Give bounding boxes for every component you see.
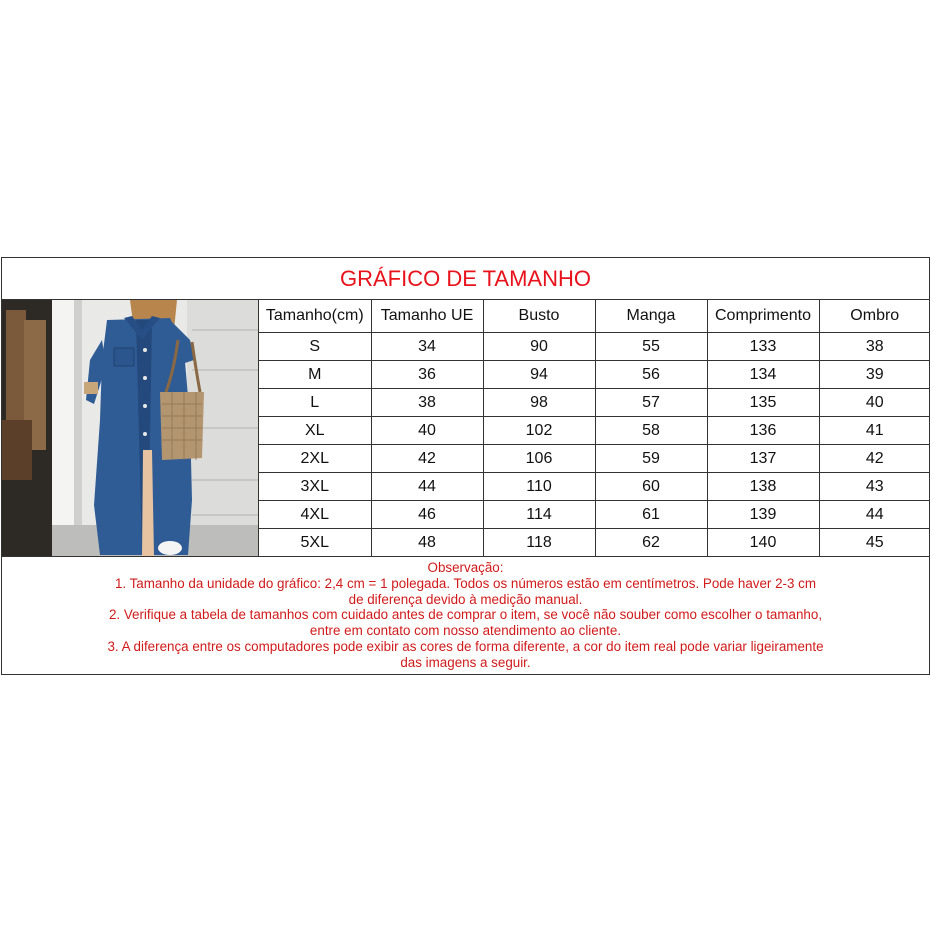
table-cell: 34 <box>371 333 483 361</box>
note-line: de diferença devido à medição manual. <box>348 591 583 607</box>
table-cell: 140 <box>707 529 819 557</box>
table-cell: XL <box>259 417 371 445</box>
column-header: Ombro <box>819 300 930 333</box>
table-cell: 46 <box>371 501 483 529</box>
table-row <box>259 473 930 501</box>
column-header: Tamanho UE <box>371 300 483 333</box>
product-photo <box>2 300 259 556</box>
table-cell: 58 <box>595 417 707 445</box>
table-cell: 106 <box>483 445 595 473</box>
table-cell: 4XL <box>259 501 371 529</box>
table-header-row <box>259 300 930 333</box>
note-line: 3. A diferença entre os computadores pode exibir as cores de forma diferente, a cor do item real pode variar ligeiramente <box>107 638 824 654</box>
note-line: 2. Verifique a tabela de tamanhos com cuidado antes de comprar o item, se você não souber como escolher o tamanho, <box>108 607 823 623</box>
table-cell: 110 <box>483 473 595 501</box>
table-cell: 59 <box>595 445 707 473</box>
table-row <box>259 445 930 473</box>
table-cell: 2XL <box>259 445 371 473</box>
table-cell: 42 <box>819 445 930 473</box>
table-cell: 133 <box>707 333 819 361</box>
table-cell: 136 <box>707 417 819 445</box>
chart-title: GRÁFICO DE TAMANHO <box>2 258 929 300</box>
notes-section <box>2 556 929 674</box>
table-cell: S <box>259 333 371 361</box>
table-row <box>259 333 930 361</box>
table-cell: 102 <box>483 417 595 445</box>
table-row <box>259 501 930 529</box>
table-row <box>259 361 930 389</box>
table-cell: 38 <box>371 389 483 417</box>
table-cell: 60 <box>595 473 707 501</box>
table-row <box>259 417 930 445</box>
table-cell: 139 <box>707 501 819 529</box>
table-cell: 134 <box>707 361 819 389</box>
table-cell: 57 <box>595 389 707 417</box>
column-header: Manga <box>595 300 707 333</box>
table-cell: 44 <box>371 473 483 501</box>
table-cell: 3XL <box>259 473 371 501</box>
table-cell: 62 <box>595 529 707 557</box>
notes-heading: Observação: <box>427 560 504 575</box>
table-cell: 138 <box>707 473 819 501</box>
table-cell: 5XL <box>259 529 371 557</box>
table-cell: 135 <box>707 389 819 417</box>
note-line: entre em contato com nosso atendimento ao cliente. <box>309 623 622 639</box>
column-header: Busto <box>483 300 595 333</box>
table-row <box>259 529 930 557</box>
table-cell: 42 <box>371 445 483 473</box>
table-cell: 48 <box>371 529 483 557</box>
table-cell: 55 <box>595 333 707 361</box>
table-cell: 114 <box>483 501 595 529</box>
note-line: das imagens a seguir. <box>400 654 531 670</box>
table-cell: 43 <box>819 473 930 501</box>
table-cell: M <box>259 361 371 389</box>
table-cell: 90 <box>483 333 595 361</box>
table-cell: 94 <box>483 361 595 389</box>
table-cell: 41 <box>819 417 930 445</box>
column-header: Tamanho(cm) <box>259 300 371 333</box>
table-cell: 61 <box>595 501 707 529</box>
table-cell: 137 <box>707 445 819 473</box>
table-cell: 39 <box>819 361 930 389</box>
table-cell: 45 <box>819 529 930 557</box>
table-cell: 56 <box>595 361 707 389</box>
table-cell: 118 <box>483 529 595 557</box>
size-table <box>259 300 930 557</box>
table-cell: 40 <box>371 417 483 445</box>
table-cell: 44 <box>819 501 930 529</box>
size-chart <box>1 257 930 675</box>
table-cell: 40 <box>819 389 930 417</box>
table-cell: L <box>259 389 371 417</box>
table-row <box>259 389 930 417</box>
note-line: 1. Tamanho da unidade do gráfico: 2,4 cm = 1 polegada. Todos os números estão em centímetros. Pode haver 2-3 cm <box>114 575 817 591</box>
table-cell: 38 <box>819 333 930 361</box>
table-cell: 98 <box>483 389 595 417</box>
denim-dress-photo <box>2 300 258 556</box>
table-cell: 36 <box>371 361 483 389</box>
column-header: Comprimento <box>707 300 819 333</box>
